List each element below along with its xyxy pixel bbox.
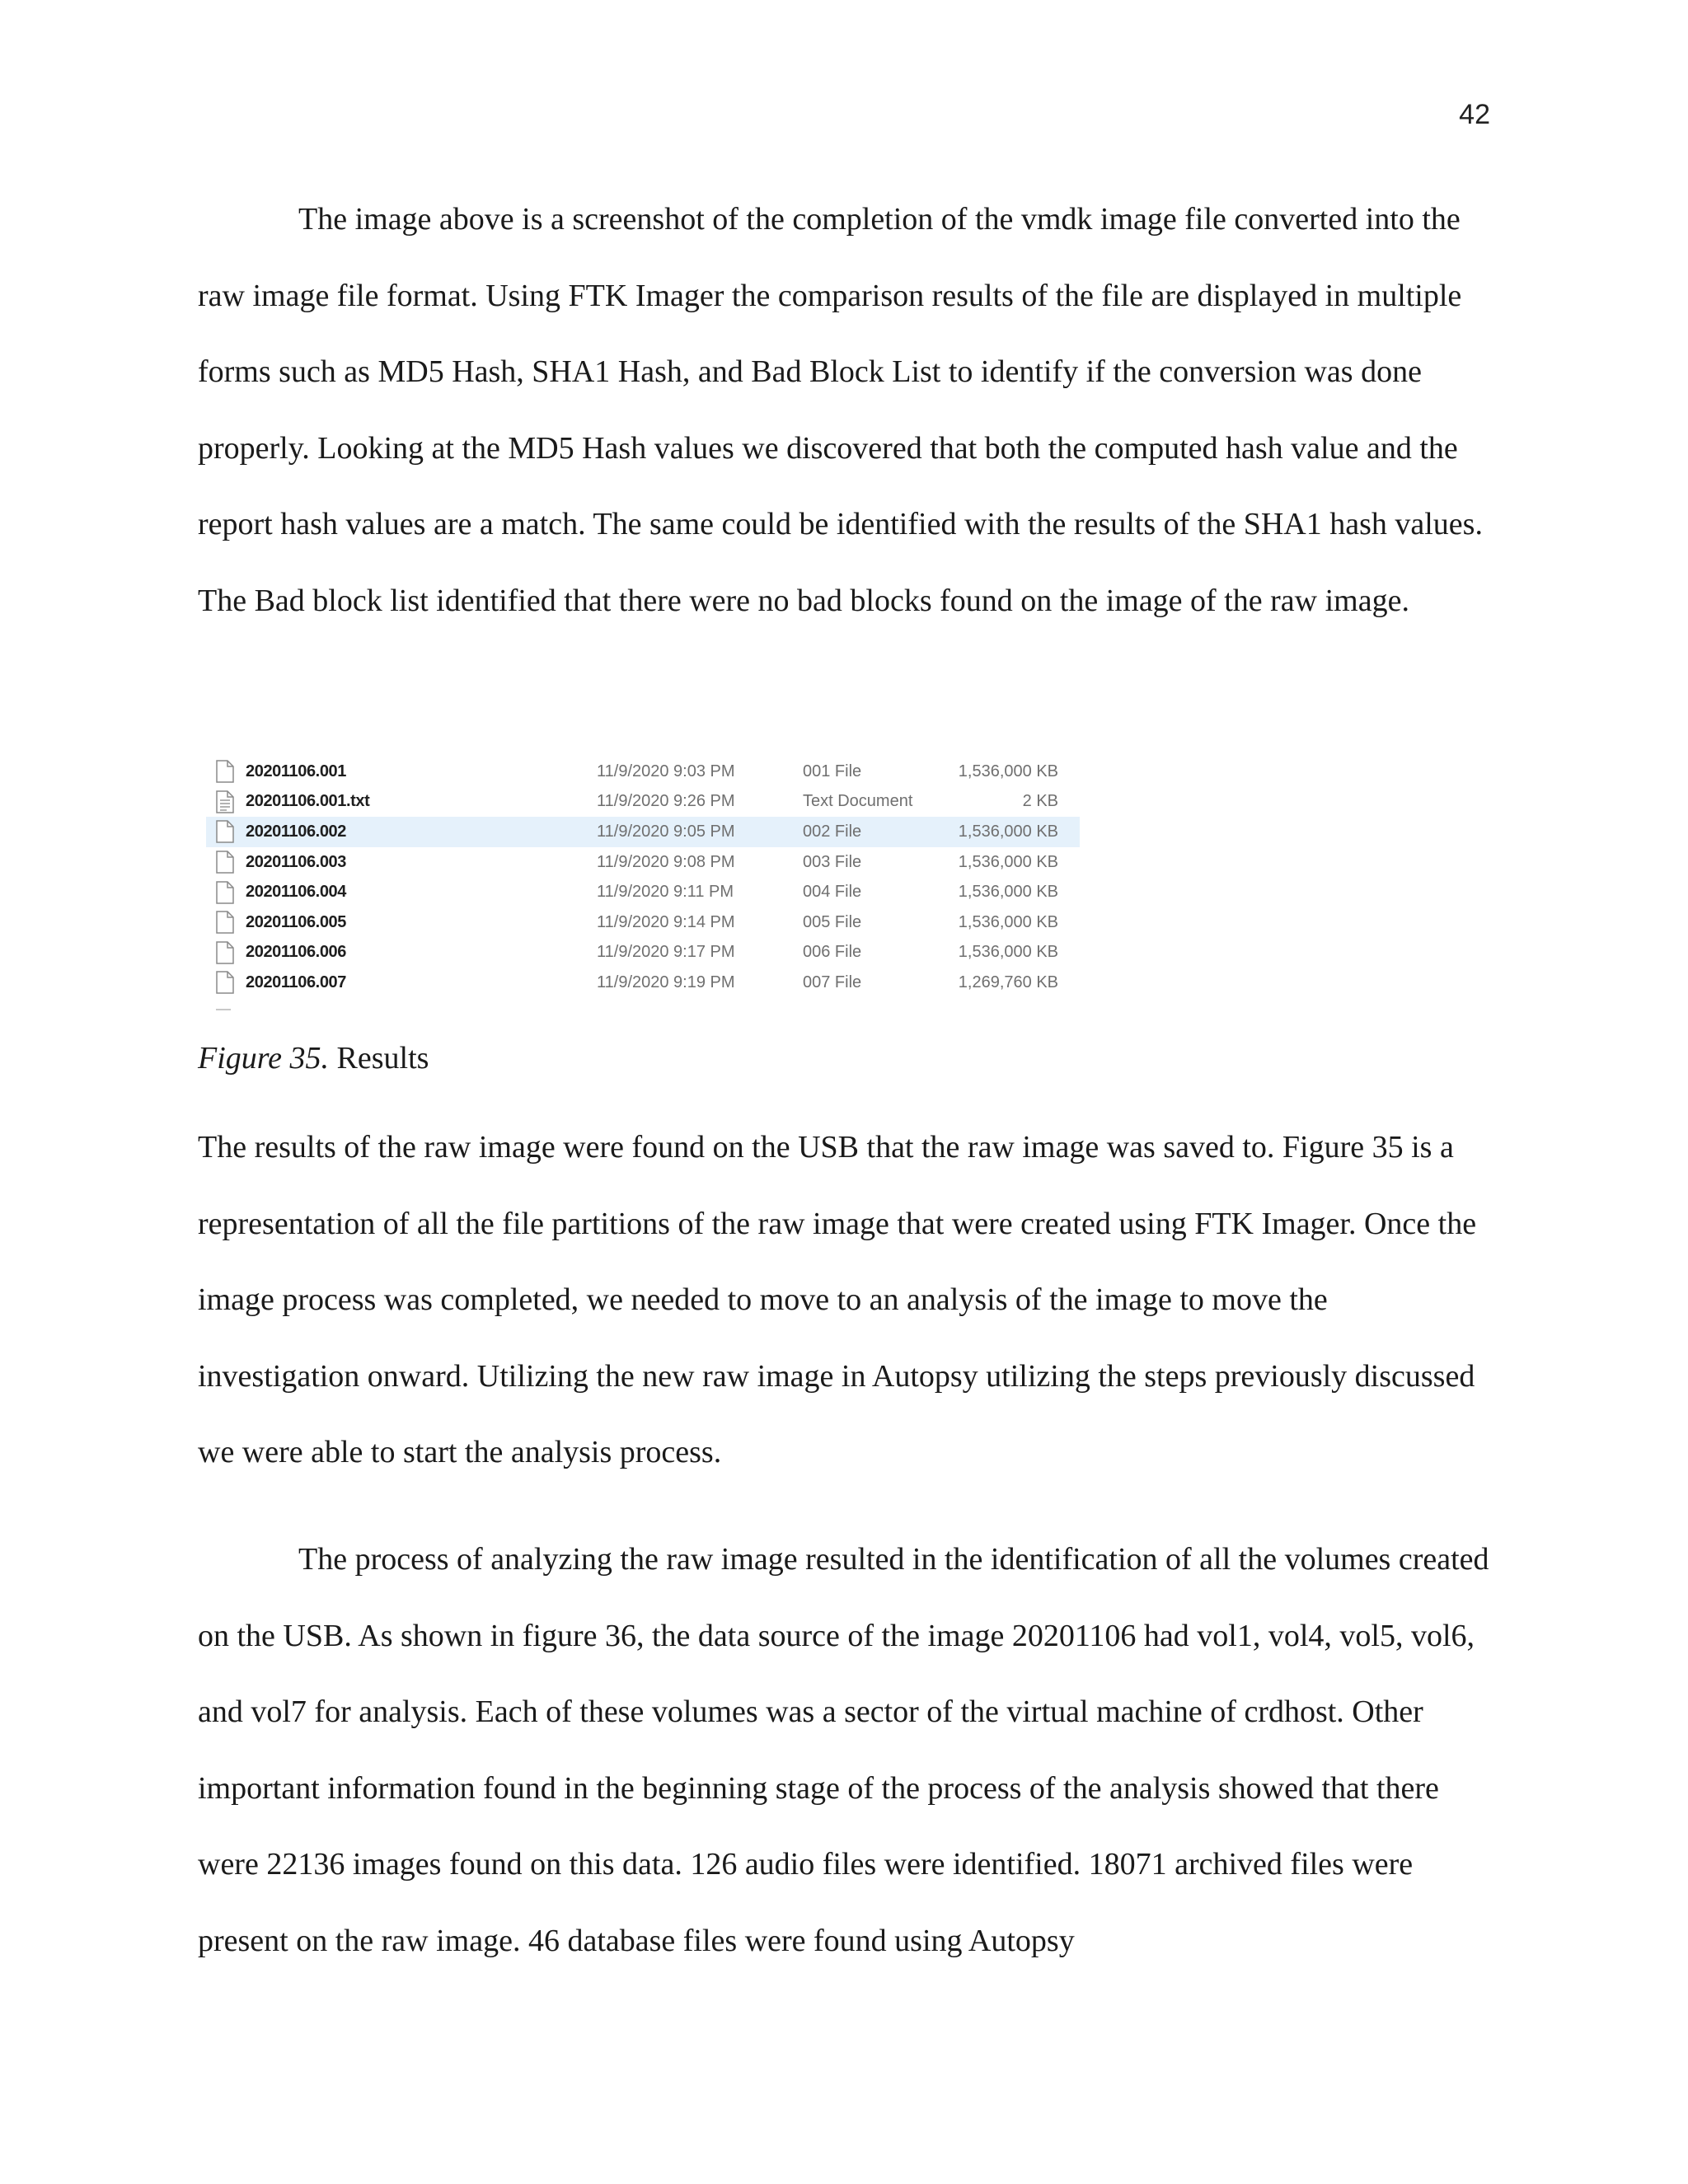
figure-caption (198, 1040, 429, 1076)
file-name: 20201106.005 (246, 912, 347, 931)
file-type: Text Document (803, 792, 913, 811)
file-name: 20201106.004 (246, 883, 347, 902)
file-type: 007 File (803, 972, 862, 991)
file-date-modified: 11/9/2020 9:11 PM (597, 883, 734, 902)
file-size: 2 KB (1022, 792, 1058, 811)
file-row[interactable] (206, 938, 1080, 968)
file-date-modified: 11/9/2020 9:26 PM (597, 792, 735, 811)
figure-title: Results (336, 1041, 429, 1076)
file-date-modified: 11/9/2020 9:05 PM (597, 822, 735, 841)
file-type: 006 File (803, 943, 862, 962)
file-row[interactable] (206, 907, 1080, 938)
file-date-modified: 11/9/2020 9:17 PM (597, 943, 735, 962)
file-type: 005 File (803, 912, 862, 931)
file-name: 20201106.002 (246, 822, 347, 841)
file-name: 20201106.006 (246, 943, 347, 962)
file-size: 1,536,000 KB (958, 912, 1058, 931)
blank-file-icon (216, 820, 234, 843)
paragraph-results: The results of the raw image were found on the USB that the raw image was saved to. Figure 35 is a representation of all the file partitions of the raw image that were created using FTK Imager. Once the image process was completed, we needed to move to an analysis of the image to move the investigation onward. Utilizing the new raw image in Autopsy utilizing the steps previously discussed we were able to start the analysis process. (198, 1130, 1477, 1469)
file-type: 003 File (803, 852, 862, 871)
partial-row-mark (216, 1009, 231, 1015)
file-name: 20201106.003 (246, 852, 347, 871)
file-listing-screenshot (206, 757, 1080, 1014)
file-type: 004 File (803, 883, 862, 902)
figure-label: Figure 35. (198, 1041, 330, 1076)
paragraph-analysis: The process of analyzing the raw image resulted in the identification of all the volumes created on the USB. As shown in figure 36, the data source of the image 20201106 had vol1, vol4, vol5, vol6, and vol7 for analysis. Each of these volumes was a sector of the virtual machine of crdhost. Other important information found in the beginning stage of the process of the analysis showed that there were 22136 images found on this data. 126 audio files were identified. 18071 archived files were present on the raw image. 46 database files were found using Autopsy (198, 1542, 1489, 1958)
text-file-icon (216, 790, 234, 813)
file-row[interactable] (206, 757, 1080, 787)
file-type: 002 File (803, 822, 862, 841)
blank-file-icon (216, 971, 234, 994)
file-name: 20201106.007 (246, 972, 347, 991)
file-size: 1,536,000 KB (958, 762, 1058, 780)
file-size: 1,536,000 KB (958, 822, 1058, 841)
file-row[interactable] (206, 787, 1080, 818)
file-date-modified: 11/9/2020 9:14 PM (597, 912, 735, 931)
blank-file-icon (216, 760, 234, 783)
file-date-modified: 11/9/2020 9:19 PM (597, 972, 735, 991)
file-row-selected[interactable] (206, 817, 1080, 847)
blank-file-icon (216, 881, 234, 904)
file-name: 20201106.001.txt (246, 792, 370, 811)
file-date-modified: 11/9/2020 9:08 PM (597, 852, 735, 871)
blank-file-icon (216, 851, 234, 874)
file-size: 1,269,760 KB (958, 972, 1058, 991)
file-row[interactable] (206, 847, 1080, 878)
blank-file-icon (216, 941, 234, 964)
file-type: 001 File (803, 762, 862, 780)
file-size: 1,536,000 KB (958, 943, 1058, 962)
file-date-modified: 11/9/2020 9:03 PM (597, 762, 735, 780)
file-row[interactable] (206, 968, 1080, 998)
paragraph-ftk-comparison: The image above is a screenshot of the completion of the vmdk image file converted into the raw image file format. Using FTK Imager the comparison results of the file are displayed in multiple forms such as MD5 Hash, SHA1 Hash, and Bad Block List to identify if the conversion was done properly. Looking at the MD5 Hash values we discovered that both the computed hash value and the report hash values are a match. The same could be identified with the results of the SHA1 hash values. The Bad block list identified that there were no bad blocks found on the image of the raw image. (198, 202, 1483, 618)
page-number: 42 (1459, 99, 1490, 130)
file-row[interactable] (206, 877, 1080, 907)
file-size: 1,536,000 KB (958, 883, 1058, 902)
blank-file-icon (216, 911, 234, 934)
file-name: 20201106.001 (246, 762, 347, 780)
file-size: 1,536,000 KB (958, 852, 1058, 871)
